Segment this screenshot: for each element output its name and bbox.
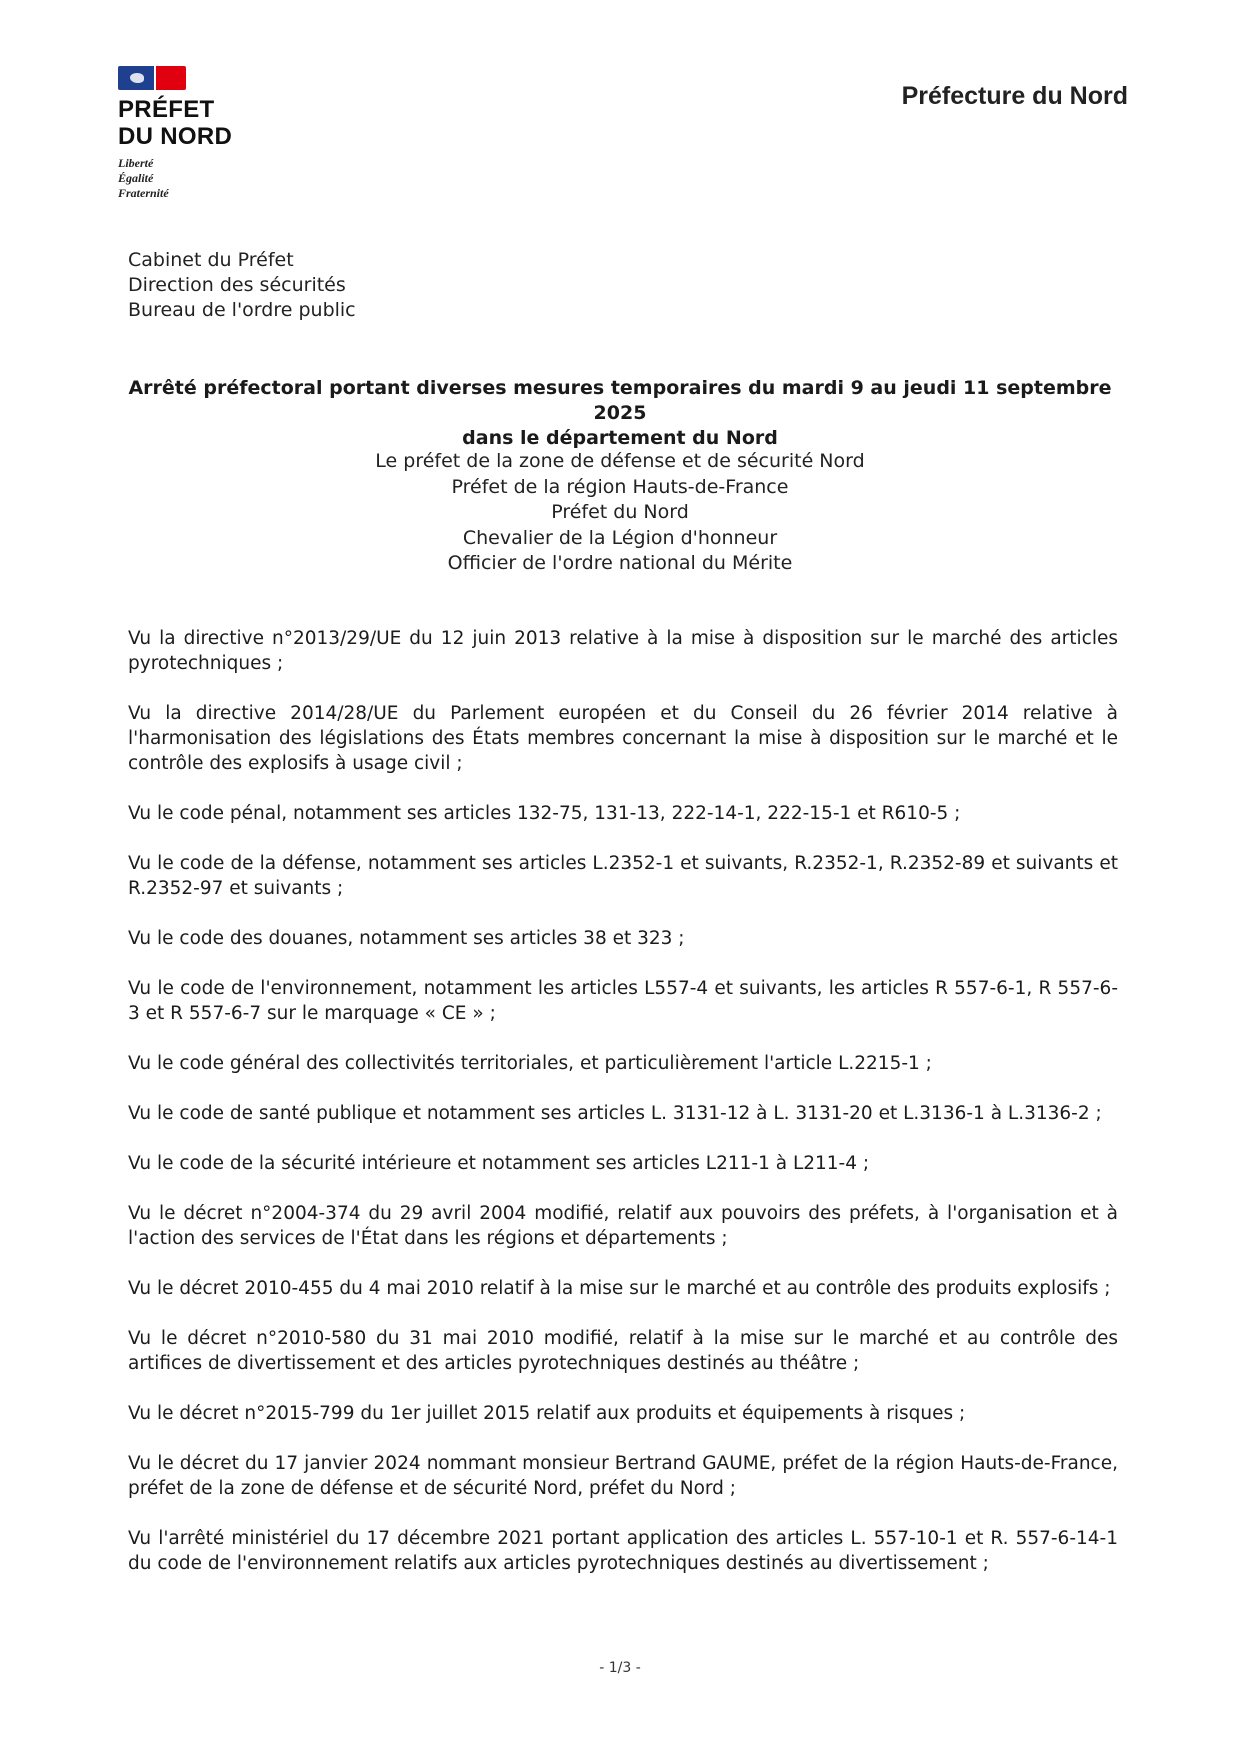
decree-title-line-1: Arrêté préfectoral portant diverses mesures temporaires du mardi 9 au jeudi 11 septembre 2025 [128, 377, 1112, 424]
authority-line: Le préfet de la zone de défense et de sécurité Nord [375, 450, 865, 472]
service-line: Direction des sécurités [128, 274, 346, 296]
authority-line: Officier de l'ordre national du Mérite [447, 552, 793, 574]
prefecture-heading: Préfecture du Nord [901, 82, 1128, 110]
authority-line: Chevalier de la Légion d'honneur [462, 526, 778, 549]
citation-paragraph: Vu le code de l'environnement, notamment les articles L557-4 et suivants, les articles R 557-6-1, R 557-6-3 et R 557-6-7 sur le marquage « CE » ; [128, 978, 1118, 1024]
decree-title [120, 376, 1120, 451]
legal-citations [128, 626, 1118, 1601]
citation-paragraph: Vu le décret 2010-455 du 4 mai 2010 relatif à la mise sur le marché et au contrôle des produits explosifs ; [128, 1278, 1111, 1299]
service-line: Bureau de l'ordre public [128, 299, 356, 321]
citation-paragraph: Vu la directive 2014/28/UE du Parlement européen et du Conseil du 26 février 2014 relative à l'harmonisation des législations des États membres concernant la mise à disposition sur le marché et le contrôle des explosifs à usage civil ; [128, 703, 1118, 774]
motto-egalite: Égalité [118, 171, 154, 185]
motto-fraternite: Fraternité [118, 186, 169, 200]
citation-paragraph: Vu le code de la sécurité intérieure et notamment ses articles L211-1 à L211-4 ; [128, 1153, 870, 1174]
prefect-titles [120, 449, 1120, 577]
authority-line: Préfet de la région Hauts-de-France [451, 475, 789, 498]
citation-paragraph: Vu le décret du 17 janvier 2024 nommant monsieur Bertrand GAUME, préfet de la région Hauts-de-France, préfet de la zone de défense et de sécurité Nord, préfet du Nord ; [128, 1453, 1118, 1499]
service-line: Cabinet du Préfet [128, 249, 294, 271]
motto-liberte: Liberté [118, 156, 154, 170]
citation-paragraph: Vu le décret n°2015-799 du 1er juillet 2015 relatif aux produits et équipements à risques ; [128, 1403, 966, 1424]
marianne-flag-icon [118, 66, 186, 90]
citation-paragraph: Vu le code pénal, notamment ses articles 132-75, 131-13, 222-14-1, 222-15-1 et R610-5 ; [128, 803, 961, 824]
citation-paragraph: Vu le décret n°2010-580 du 31 mai 2010 modifié, relatif à la mise sur le marché et au contrôle des artifices de divertissement et des articles pyrotechniques destinés au théâtre ; [128, 1328, 1118, 1374]
citation-paragraph: Vu la directive n°2013/29/UE du 12 juin 2013 relative à la mise à disposition sur le marché des articles pyrotechniques ; [128, 628, 1118, 674]
page-number: - 1/3 - [599, 1660, 641, 1676]
citation-paragraph: Vu le code des douanes, notamment ses articles 38 et 323 ; [128, 928, 685, 949]
citation-paragraph: Vu le code de la défense, notamment ses articles L.2352-1 et suivants, R.2352-1, R.2352-89 et suivants et R.2352-97 et suivants ; [128, 853, 1118, 899]
citation-paragraph: Vu le décret n°2004-374 du 29 avril 2004 modifié, relatif aux pouvoirs des préfets, à l'organisation et à l'action des services de l'État dans les régions et départements ; [128, 1203, 1118, 1249]
decree-title-line-2: dans le département du Nord [462, 427, 778, 449]
marianne-logo [118, 66, 318, 201]
logo-line-2: DU NORD [118, 123, 233, 150]
citation-paragraph: Vu le code général des collectivités territoriales, et particulièrement l'article L.2215-1 ; [128, 1053, 932, 1074]
authority-line: Préfet du Nord [551, 501, 689, 523]
citation-paragraph: Vu le code de santé publique et notamment ses articles L. 3131-12 à L. 3131-20 et L.3136-1 à L.3136-2 ; [128, 1103, 1102, 1124]
issuing-service [128, 248, 356, 323]
republic-motto [118, 156, 318, 201]
citation-paragraph: Vu l'arrêté ministériel du 17 décembre 2021 portant application des articles L. 557-10-1 et R. 557-6-14-1 du code de l'environnement relatifs aux articles pyrotechniques destinés au divertissement ; [128, 1528, 1118, 1574]
logo-line-1: PRÉFET [118, 96, 215, 123]
